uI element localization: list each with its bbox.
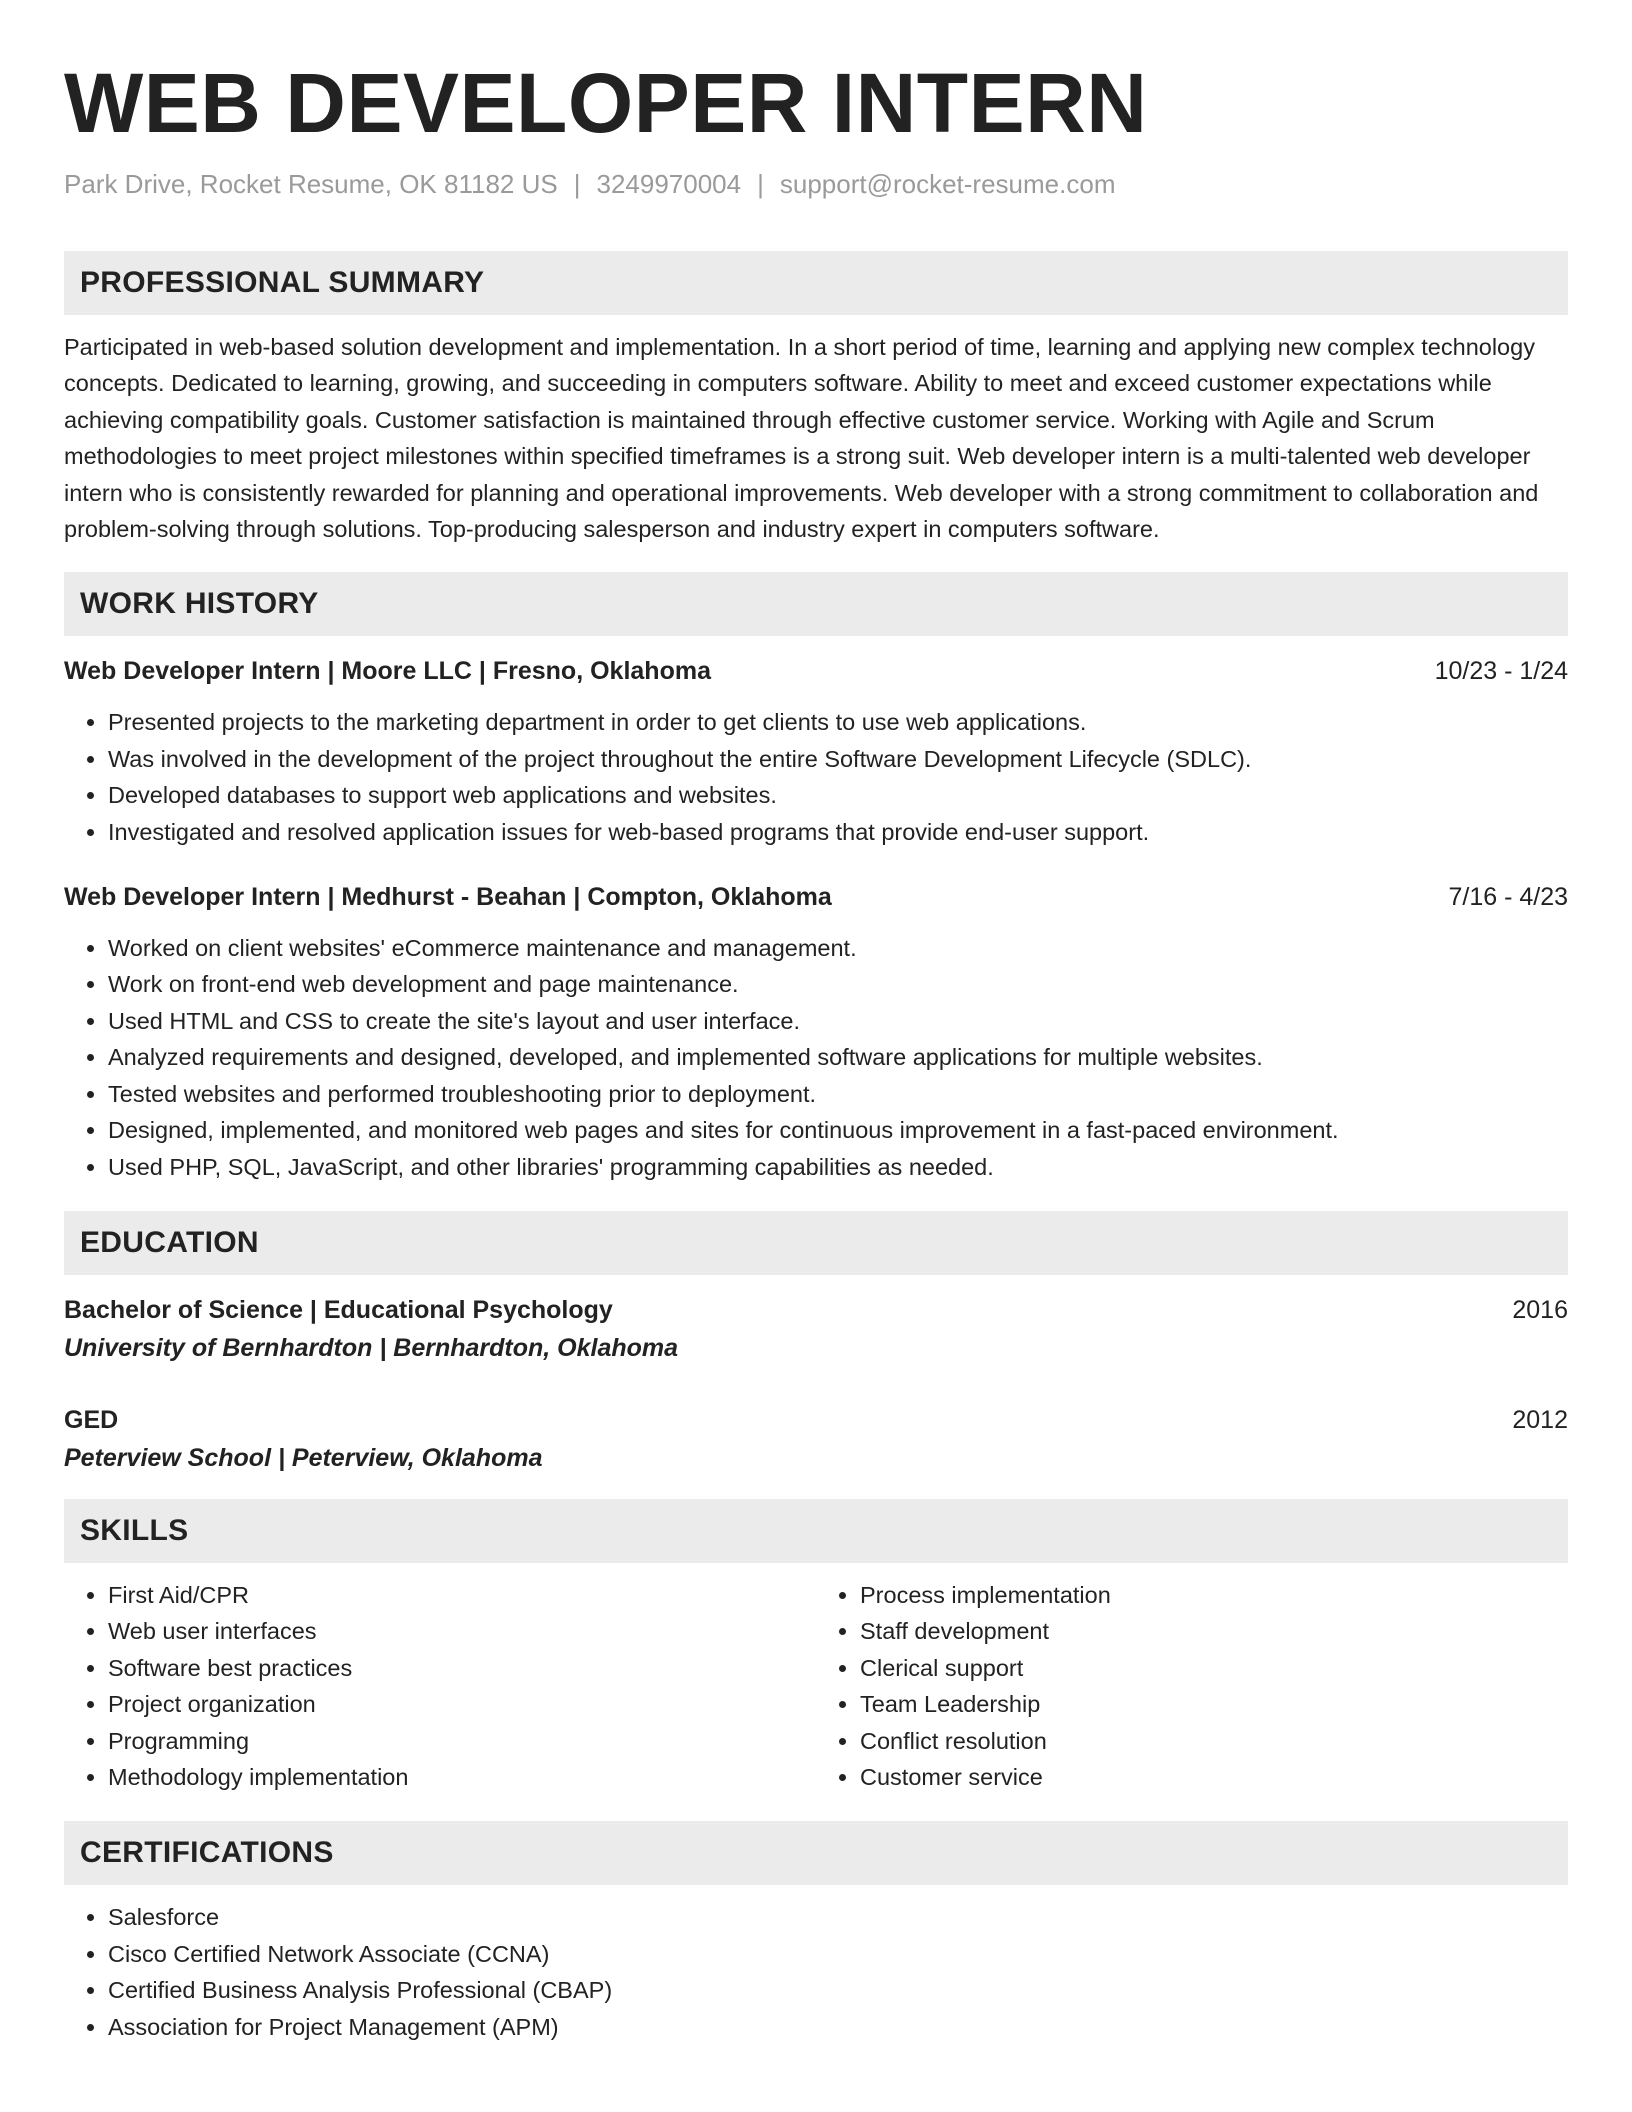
section-header-work-history [64,572,1568,636]
education-entry [64,1293,1568,1365]
job-entry [64,654,1568,850]
job-header [64,654,1568,688]
job-bullet: • Investigated and resolved application issues for web-based programs that provide end-user support. [108,814,1568,850]
job-bullet: • Developed databases to support web applications and websites. [108,777,1568,813]
school-name: Peterview School | Peterview, Oklahoma [64,1443,543,1472]
graduation-year: 2012 [1512,1405,1568,1434]
job-bullet: • Worked on client websites' eCommerce maintenance and management. [108,930,1568,966]
skills-column-left [64,1577,816,1795]
job-header [64,880,1568,914]
school-name: University of Bernhardton | Bernhardton, Oklahoma [64,1333,679,1362]
skill-item: • Software best practices [108,1650,816,1686]
job-bullets [64,704,1568,850]
job-title: Web Developer Intern | Medhurst - Beahan | Compton, Oklahoma [64,883,832,912]
job-dates: 10/23 - 1/24 [1434,657,1568,686]
contact-line [64,168,1568,200]
skill-item: • Customer service [860,1759,1568,1795]
contact-separator: | [573,169,581,199]
section-title: SKILLS [80,1513,189,1547]
section-header-certifications [64,1821,1568,1885]
section-header-skills [64,1499,1568,1563]
skill-item: • Clerical support [860,1650,1568,1686]
job-entry [64,880,1568,1185]
skill-item: • Team Leadership [860,1686,1568,1722]
certification-item: • Cisco Certified Network Associate (CCNA) [108,1936,1568,1972]
section-title: WORK HISTORY [80,587,319,621]
certification-item: • Certified Business Analysis Professional (CBAP) [108,1972,1568,2008]
degree: Bachelor of Science | Educational Psychology [64,1295,613,1324]
skill-item: • Staff development [860,1613,1568,1649]
job-bullet: • Was involved in the development of the project throughout the entire Software Development Lifecycle (SDLC). [108,741,1568,777]
job-bullet: • Tested websites and performed troubleshooting prior to deployment. [108,1076,1568,1112]
section-header-education [64,1211,1568,1275]
resume-page [64,0,1568,2045]
section-header-summary [64,251,1568,315]
certification-item: • Association for Project Management (APM) [108,2009,1568,2045]
skill-item: • Conflict resolution [860,1723,1568,1759]
contact-email: support@rocket-resume.com [779,169,1116,199]
job-bullet: • Used PHP, SQL, JavaScript, and other libraries' programming capabilities as needed. [108,1149,1568,1185]
education-entry [64,1403,1568,1475]
skill-item: • Project organization [108,1686,816,1722]
job-bullet: • Analyzed requirements and designed, developed, and implemented software applications for multiple websites. [108,1039,1568,1075]
job-dates: 7/16 - 4/23 [1448,883,1568,912]
job-bullet: • Used HTML and CSS to create the site's layout and user interface. [108,1003,1568,1039]
skill-item: • Process implementation [860,1577,1568,1613]
degree: GED [64,1405,119,1434]
skill-item: • First Aid/CPR [108,1577,816,1613]
contact-separator: | [757,169,764,199]
contact-address: Park Drive, Rocket Resume, OK 81182 US [64,169,558,199]
education-header [64,1403,1568,1437]
job-bullet: • Designed, implemented, and monitored web pages and sites for continuous improvement in a fast-paced environment. [108,1112,1568,1148]
skill-item: • Methodology implementation [108,1759,816,1795]
job-bullet: • Work on front-end web development and page maintenance. [108,966,1568,1002]
skill-item: • Programming [108,1723,816,1759]
job-bullets [64,930,1568,1185]
section-title: PROFESSIONAL SUMMARY [80,266,485,299]
certification-item: • Salesforce [108,1899,1568,1935]
skills-column-right [816,1577,1568,1795]
graduation-year: 2016 [1512,1295,1568,1324]
job-bullet: • Presented projects to the marketing department in order to get clients to use web applications. [108,704,1568,740]
education-header [64,1293,1568,1327]
section-title: CERTIFICATIONS [80,1836,334,1870]
certifications-list [64,1899,1568,2045]
contact-phone: 3249970004 [596,169,742,199]
skill-item: • Web user interfaces [108,1613,816,1649]
section-title: EDUCATION [80,1225,259,1259]
summary-text: Participated in web-based solution development and implementation. In a short period of time, learning and applying new complex technology concepts. Dedicated to learning, growing, and succeeding in computers software. Ability to meet and exceed customer expectations while achieving compatibility goals. Customer satisfaction is maintained through effective customer service. Working with Agile and Scrum methodologies to meet project milestones within specified timeframes is a strong suit. Web developer intern is a multi-talented web developer intern who is consistently rewarded for planning and operational improvements. Web developer with a strong commitment to collaboration and problem-solving through solutions. Top-producing salesperson and industry expert in computers software. [64,334,1539,543]
skills-grid [64,1577,1568,1795]
resume-title: WEB DEVELOPER INTERN [64,56,1148,150]
job-title: Web Developer Intern | Moore LLC | Fresno, Oklahoma [64,657,711,686]
